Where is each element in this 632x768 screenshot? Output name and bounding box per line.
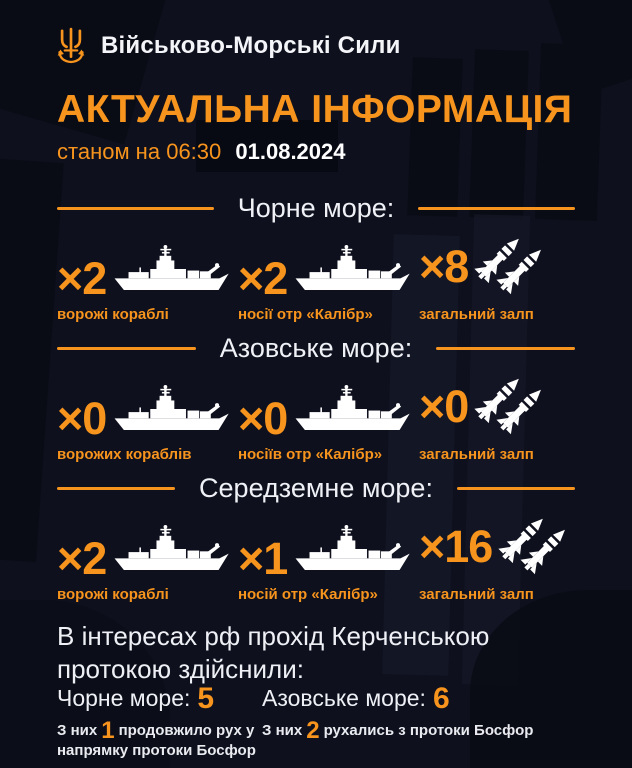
stat-count: ×0 xyxy=(419,380,469,432)
missiles-icon xyxy=(471,370,551,438)
note-prefix: З них xyxy=(262,722,303,739)
stat-label: носії отр «Калібр» xyxy=(238,305,373,323)
note-rest: рухались з протоки Босфор xyxy=(323,722,534,739)
stat-label: загальний залп xyxy=(419,445,534,463)
status-timestamp xyxy=(57,139,346,165)
stat-kalibr-carriers xyxy=(238,518,419,603)
sea-count: 5 xyxy=(197,682,215,715)
timestamp-prefix: станом на xyxy=(57,139,161,164)
stat-count: ×0 xyxy=(238,392,288,444)
stat-enemy-ships xyxy=(57,238,238,323)
warship-icon xyxy=(294,520,412,578)
section-header xyxy=(0,334,632,364)
stat-enemy-ships xyxy=(57,518,238,603)
sea-count: 6 xyxy=(432,682,450,715)
divider-line xyxy=(457,487,575,490)
stats-row xyxy=(0,378,632,463)
warship-icon xyxy=(294,380,412,438)
warship-icon xyxy=(113,380,231,438)
section-mediterranean-sea xyxy=(0,474,632,603)
stat-total-salvo xyxy=(419,518,600,603)
timestamp-time: 06:30 xyxy=(166,139,222,164)
header xyxy=(55,26,602,66)
divider-line xyxy=(57,347,196,350)
note-prefix: З них xyxy=(57,722,98,739)
timestamp-date: 01.08.2024 xyxy=(235,139,346,164)
section-header xyxy=(0,194,632,224)
entry-note xyxy=(57,717,257,762)
stat-label: ворожі кораблі xyxy=(57,305,169,323)
section-azov-sea xyxy=(0,334,632,463)
trident-anchor-icon xyxy=(55,26,87,66)
divider-line xyxy=(57,207,214,210)
stat-label: носіїв отр «Калібр» xyxy=(238,445,383,463)
warship-icon xyxy=(294,240,412,298)
kerch-strait-entries xyxy=(57,682,612,762)
org-name: Військово-Морські Сили xyxy=(101,32,401,59)
entry-azov-sea xyxy=(262,682,612,762)
section-title: Середземне море: xyxy=(199,473,433,503)
sea-name: Азовське море: xyxy=(262,685,426,711)
note-count: 1 xyxy=(101,717,115,744)
stats-row xyxy=(0,518,632,603)
stat-total-salvo xyxy=(419,238,600,323)
note-count: 2 xyxy=(306,717,320,744)
stat-label: ворожі кораблі xyxy=(57,585,169,603)
stat-count: ×8 xyxy=(419,240,469,292)
warship-icon xyxy=(113,520,231,578)
missiles-icon xyxy=(495,510,575,578)
stat-count: ×16 xyxy=(419,520,493,572)
stat-total-salvo xyxy=(419,378,600,463)
stat-label: ворожих кораблів xyxy=(57,445,192,463)
section-title: Азовське море: xyxy=(219,333,413,363)
stat-count: ×0 xyxy=(57,392,107,444)
stat-count: ×1 xyxy=(238,532,288,584)
stat-label: загальний залп xyxy=(419,585,534,603)
entry-black-sea xyxy=(57,682,262,762)
stat-count: ×2 xyxy=(57,252,107,304)
divider-line xyxy=(418,207,575,210)
section-black-sea xyxy=(0,194,632,323)
sea-name: Чорне море: xyxy=(57,685,191,711)
kerch-strait-heading: В інтересах рф прохід Керченською протокою здійснили: xyxy=(57,621,490,685)
divider-line xyxy=(57,487,175,490)
section-header xyxy=(0,474,632,504)
watermark-shape xyxy=(407,57,462,217)
stats-row xyxy=(0,238,632,323)
note-rest: продовжило рух у напрямку протоки Босфор xyxy=(57,722,256,760)
warship-icon xyxy=(113,240,231,298)
stat-kalibr-carriers xyxy=(238,238,419,323)
stat-label: загальний залп xyxy=(419,305,534,323)
stat-count: ×2 xyxy=(57,532,107,584)
section-title: Чорне море: xyxy=(237,193,395,223)
entry-note xyxy=(262,717,592,744)
divider-line xyxy=(436,347,575,350)
page-title: АКТУАЛЬНА ІНФОРМАЦІЯ xyxy=(57,88,573,131)
stat-count: ×2 xyxy=(238,252,288,304)
missiles-icon xyxy=(471,230,551,298)
stat-enemy-ships xyxy=(57,378,238,463)
stat-label: носій отр «Калібр» xyxy=(238,585,378,603)
stat-kalibr-carriers xyxy=(238,378,419,463)
